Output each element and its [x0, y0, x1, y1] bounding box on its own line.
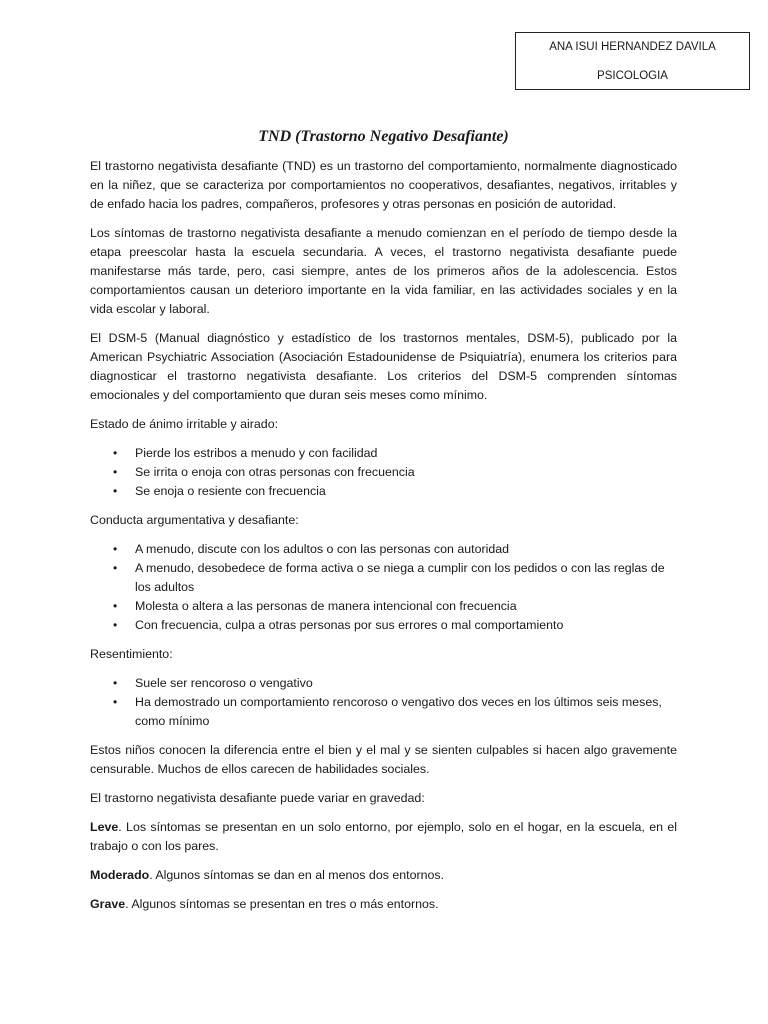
list-item: • Suele ser rencoroso o vengativo [135, 674, 677, 693]
bullet-icon: • [113, 446, 118, 460]
document-body [90, 157, 677, 924]
bullet-icon: • [113, 542, 118, 556]
list-argumentative [90, 540, 677, 635]
list-item: • A menudo, discute con los adultos o con las personas con autoridad [135, 540, 677, 559]
severity-label: Grave [90, 897, 126, 911]
section-heading-argumentative: Conducta argumentativa y desafiante: [90, 513, 299, 527]
list-irritable [90, 444, 677, 501]
list-item: • Ha demostrado un comportamiento rencoroso o vengativo dos veces en los últimos seis meses, como mínimo [113, 695, 662, 728]
list-item: • Se irrita o enoja con otras personas con frecuencia [135, 463, 677, 482]
paragraph-moral-awareness: Estos niños conocen la diferencia entre el bien y el mal y se sienten culpables si hacen algo gravemente censurable. Muchos de ellos carecen de habilidades sociales. [90, 743, 677, 776]
list-item: • Con frecuencia, culpa a otras personas por sus errores o mal comportamiento [135, 616, 677, 635]
list-resentment [90, 674, 677, 731]
bullet-icon: • [113, 695, 118, 709]
severity-severe: Grave. Algunos síntomas se presentan en tres o más entornos. [90, 897, 439, 911]
paragraph-dsm5: El DSM-5 (Manual diagnóstico y estadístico de los trastornos mentales, DSM-5), publicado por la American Psychiatric Association (Asociación Estadounidense de Psiquiatría), enumera los criterios para diagnosticar el trastorno negativista desafiante. Los criterios del DSM-5 comprenden síntomas emocionales y del comportamiento que duran seis meses como mínimo. [90, 331, 677, 402]
author-name: ANA ISUI HERNANDEZ DAVILA [549, 41, 716, 53]
bullet-icon: • [113, 465, 118, 479]
section-heading-resentment: Resentimiento: [90, 647, 173, 661]
bullet-icon: • [113, 484, 118, 498]
list-item: • Se enoja o resiente con frecuencia [135, 482, 677, 501]
paragraph-intro: El trastorno negativista desafiante (TND) es un trastorno del comportamiento, normalmente diagnosticado en la niñez, que se caracteriza por comportamientos no cooperativos, desafiantes, negativos, irritables y de enfado hacia los padres, compañeros, profesores y otras personas en posición de autoridad. [90, 159, 677, 211]
bullet-icon: • [113, 618, 118, 632]
list-item: • Pierde los estribos a menudo y con facilidad [135, 444, 677, 463]
list-item: • A menudo, desobedece de forma activa o se niega a cumplir con los pedidos o con las reglas de los adultos [113, 561, 665, 594]
severity-moderate: Moderado. Algunos síntomas se dan en al menos dos entornos. [90, 868, 445, 882]
bullet-icon: • [113, 599, 118, 613]
bullet-icon: • [113, 676, 118, 690]
severity-mild: Leve. Los síntomas se presentan en un solo entorno, por ejemplo, solo en el hogar, en la escuela, en el trabajo o con los pares. [90, 820, 677, 853]
section-heading-irritable: Estado de ánimo irritable y airado: [90, 417, 279, 431]
paragraph-symptoms-onset: Los síntomas de trastorno negativista desafiante a menudo comienzan en el período de tiempo desde la etapa preescolar hasta la escuela secundaria. A veces, el trastorno negativista desafiante puede manifestarse más tarde, pero, casi siempre, antes de los primeros años de la adolescencia. Estos comportamientos causan un deterioro importante en la vida familiar, en las actividades sociales y en la vida escolar y laboral. [90, 226, 677, 316]
bullet-icon: • [113, 561, 118, 575]
list-item: • Molesta o altera a las personas de manera intencional con frecuencia [135, 597, 677, 616]
document-title: TND (Trastorno Negativo Desafiante) [258, 128, 509, 145]
severity-label: Moderado [90, 868, 150, 882]
paragraph-severity-intro: El trastorno negativista desafiante puede variar en gravedad: [90, 791, 425, 805]
severity-label: Leve [90, 820, 119, 834]
author-box [515, 32, 750, 90]
subject-label: PSICOLOGIA [597, 70, 668, 82]
